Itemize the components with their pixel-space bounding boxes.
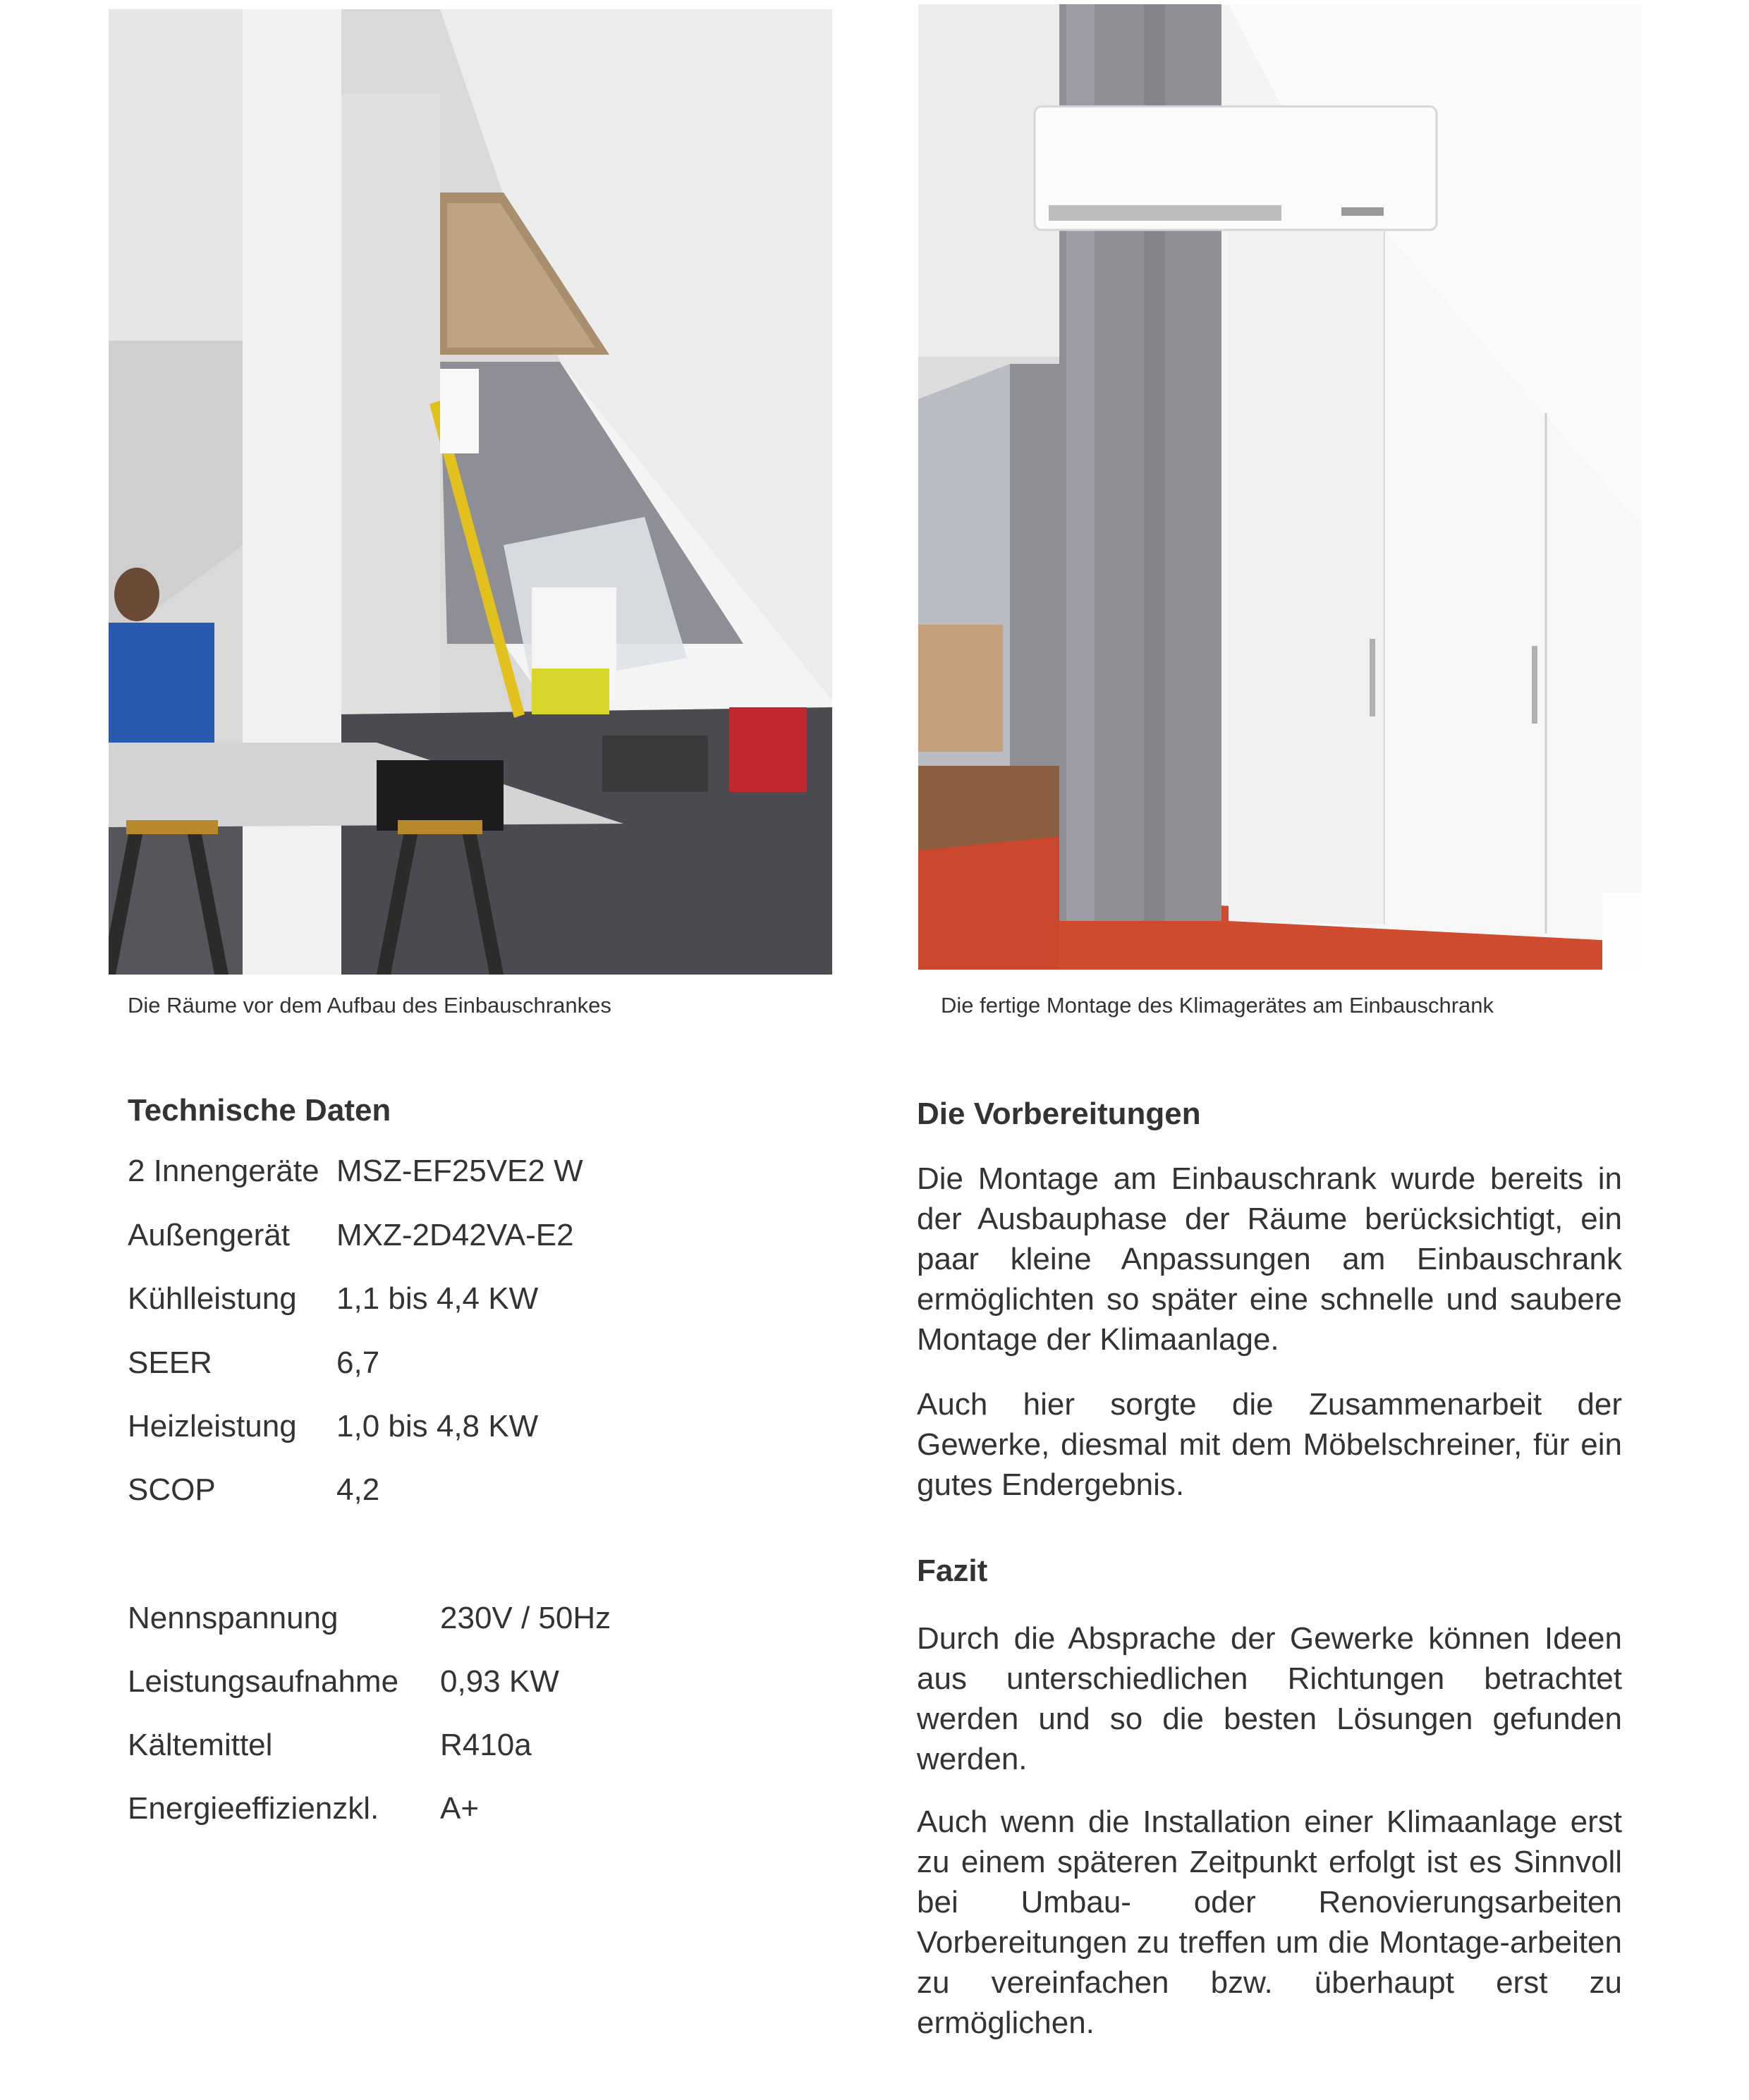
spec-label: Außengerät — [128, 1218, 290, 1252]
spec-value: 230V / 50Hz — [440, 1601, 611, 1635]
spec-value: A+ — [440, 1791, 480, 1826]
spec-value: R410a — [440, 1728, 532, 1762]
spec-value: 1,0 bis 4,8 KW — [336, 1409, 539, 1443]
spec-label: Heizleistung — [128, 1409, 297, 1443]
spec-label: Leistungsaufnahme — [128, 1664, 399, 1699]
spec-label: SCOP — [128, 1472, 216, 1507]
spec-value: 1,1 bis 4,4 KW — [336, 1281, 539, 1316]
spec-value: 4,2 — [336, 1472, 380, 1507]
conclusion-paragraph: Auch wenn die Installation einer Klimaanlage erst zu einem späteren Zeitpunkt erfolgt ist es Sinnvoll bei Umbau- oder Renovierungsarbeiten Vorbereitungen zu treffen um die Montage-arbeiten zu vereinfachen bzw. überhaupt erst zu ermöglichen. — [917, 1805, 1622, 2040]
conclusion-paragraph: Durch die Absprache der Gewerke können Ideen aus unterschiedlichen Richtungen betrachtet werden und so die besten Lösungen gefunden werden. — [917, 1621, 1622, 1776]
conclusion-heading: Fazit — [917, 1553, 988, 1588]
spec-label: 2 Innengeräte — [128, 1154, 319, 1188]
construction-photo-drawing — [109, 9, 832, 975]
preparations-heading: Die Vorbereitungen — [917, 1097, 1201, 1131]
spec-label: Kältemittel — [128, 1728, 273, 1762]
technical-data-heading: Technische Daten — [128, 1093, 391, 1128]
spec-label: Energieeffizienzkl. — [128, 1791, 379, 1826]
preparations-paragraph: Auch hier sorgte die Zusammenarbeit der Gewerke, diesmal mit dem Möbelschreiner, für ein gutes Endergebnis. — [917, 1387, 1622, 1502]
spec-label: Nennspannung — [128, 1601, 339, 1635]
installation-photo — [918, 4, 1642, 970]
construction-photo — [109, 9, 832, 975]
installation-photo-drawing — [918, 4, 1642, 970]
spec-label: SEER — [128, 1345, 212, 1380]
spec-value: MSZ-EF25VE2 W — [336, 1154, 583, 1188]
spec-value: 0,93 KW — [440, 1664, 559, 1699]
spec-value: MXZ-2D42VA-E2 — [336, 1218, 574, 1252]
right-photo-caption: Die fertige Montage des Klimagerätes am Einbauschrank — [941, 993, 1494, 1018]
spec-value: 6,7 — [336, 1345, 380, 1380]
preparations-paragraph: Die Montage am Einbauschrank wurde bereits in der Ausbauphase der Räume berücksichtigt, ein paar kleine Anpassungen am Einbauschrank ermöglichten so später eine schnelle und saubere Montage der Klimaanlage. — [917, 1161, 1622, 1357]
spec-label: Kühlleistung — [128, 1281, 297, 1316]
left-photo-caption: Die Räume vor dem Aufbau des Einbauschrankes — [128, 993, 611, 1018]
